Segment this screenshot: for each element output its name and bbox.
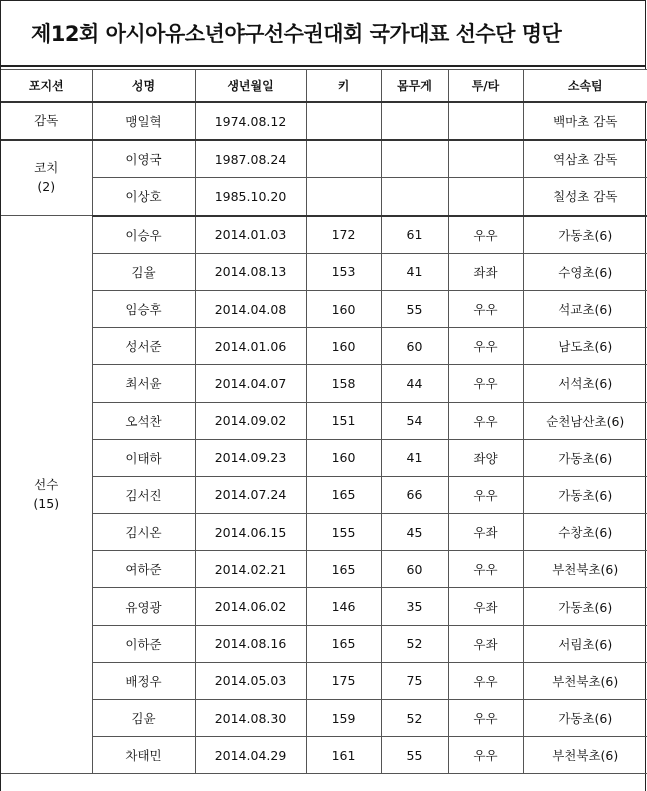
cell-weight: [381, 102, 448, 140]
cell-birth: 2014.09.02: [195, 402, 306, 439]
cell-weight: 41: [381, 439, 448, 476]
cell-team: 서림초(6): [523, 625, 647, 662]
column-header-team: 소속팀: [523, 70, 647, 103]
cell-weight: 61: [381, 216, 448, 254]
cell-weight: 52: [381, 700, 448, 737]
column-header-weight: 몸무게: [381, 70, 448, 103]
column-header-position: 포지션: [1, 70, 92, 103]
cell-weight: 54: [381, 402, 448, 439]
column-header-name: 성명: [92, 70, 195, 103]
cell-team: 부천북초(6): [523, 737, 647, 774]
cell-name: 최서윤: [92, 365, 195, 402]
table-header: [1, 70, 647, 103]
column-header-birth: 생년월일: [195, 70, 306, 103]
cell-birth: 1985.10.20: [195, 178, 306, 216]
cell-name: 이태하: [92, 439, 195, 476]
cell-birth: 2014.04.07: [195, 365, 306, 402]
cell-team: 칠성초 감독: [523, 178, 647, 216]
cell-name: 김윤: [92, 700, 195, 737]
cell-throw-bat: 우우: [448, 551, 523, 588]
table-row: [1, 514, 647, 551]
cell-height: [306, 102, 381, 140]
position-count: (15): [33, 495, 60, 511]
table-row: [1, 328, 647, 365]
cell-birth: 2014.08.30: [195, 700, 306, 737]
cell-birth: 2014.04.29: [195, 737, 306, 774]
cell-birth: 2014.04.08: [195, 290, 306, 327]
cell-team: 가동초(6): [523, 588, 647, 625]
cell-height: 160: [306, 439, 381, 476]
cell-throw-bat: 좌양: [448, 439, 523, 476]
cell-height: [306, 140, 381, 178]
cell-birth: 2014.02.21: [195, 551, 306, 588]
cell-birth: 2014.08.16: [195, 625, 306, 662]
table-row: [1, 140, 647, 178]
header-row: [1, 70, 647, 103]
table-row: [1, 439, 647, 476]
cell-height: 151: [306, 402, 381, 439]
cell-throw-bat: 우우: [448, 700, 523, 737]
cell-height: 175: [306, 662, 381, 699]
cell-throw-bat: 우우: [448, 290, 523, 327]
cell-weight: 44: [381, 365, 448, 402]
cell-name: 여하준: [92, 551, 195, 588]
table-row: [1, 102, 647, 140]
cell-position: [1, 216, 92, 774]
table-body: [1, 102, 647, 774]
cell-birth: 2014.05.03: [195, 662, 306, 699]
cell-height: 153: [306, 253, 381, 290]
position-count: (2): [37, 179, 56, 195]
cell-height: 160: [306, 290, 381, 327]
cell-weight: 66: [381, 476, 448, 513]
cell-throw-bat: 우우: [448, 365, 523, 402]
cell-weight: 41: [381, 253, 448, 290]
column-header-throw-bat: 투/타: [448, 70, 523, 103]
cell-name: 이승우: [92, 216, 195, 254]
cell-throw-bat: [448, 140, 523, 178]
cell-birth: 2014.07.24: [195, 476, 306, 513]
table-row: [1, 737, 647, 774]
cell-name: 이하준: [92, 625, 195, 662]
cell-weight: 45: [381, 514, 448, 551]
table-row: [1, 588, 647, 625]
cell-birth: 2014.08.13: [195, 253, 306, 290]
cell-height: 160: [306, 328, 381, 365]
cell-team: 역삼초 감독: [523, 140, 647, 178]
cell-team: 부천북초(6): [523, 662, 647, 699]
cell-throw-bat: 우우: [448, 476, 523, 513]
cell-birth: 2014.06.15: [195, 514, 306, 551]
cell-team: 가동초(6): [523, 476, 647, 513]
table-row: [1, 662, 647, 699]
cell-birth: 2014.09.23: [195, 439, 306, 476]
cell-name: 김율: [92, 253, 195, 290]
cell-throw-bat: [448, 102, 523, 140]
cell-weight: 60: [381, 328, 448, 365]
cell-height: 165: [306, 551, 381, 588]
position-label: 코치: [34, 160, 59, 176]
cell-name: 김시온: [92, 514, 195, 551]
cell-height: [306, 178, 381, 216]
cell-team: 가동초(6): [523, 439, 647, 476]
cell-height: 172: [306, 216, 381, 254]
cell-team: 가동초(6): [523, 216, 647, 254]
position-label: 선수: [34, 476, 59, 492]
cell-team: 백마초 감독: [523, 102, 647, 140]
cell-team: 수창초(6): [523, 514, 647, 551]
cell-height: 159: [306, 700, 381, 737]
cell-weight: 55: [381, 290, 448, 327]
cell-birth: 1987.08.24: [195, 140, 306, 178]
cell-position: [1, 140, 92, 215]
cell-throw-bat: [448, 178, 523, 216]
cell-name: 오석찬: [92, 402, 195, 439]
cell-throw-bat: 우우: [448, 216, 523, 254]
cell-name: 임승후: [92, 290, 195, 327]
roster-table: [1, 69, 647, 774]
cell-name: 배정우: [92, 662, 195, 699]
cell-name: 김서진: [92, 476, 195, 513]
cell-name: 성서준: [92, 328, 195, 365]
cell-height: 165: [306, 476, 381, 513]
cell-throw-bat: 우우: [448, 662, 523, 699]
table-row: [1, 253, 647, 290]
cell-name: 차태민: [92, 737, 195, 774]
cell-weight: 55: [381, 737, 448, 774]
cell-height: 165: [306, 625, 381, 662]
cell-throw-bat: 우우: [448, 328, 523, 365]
cell-weight: 75: [381, 662, 448, 699]
cell-weight: [381, 140, 448, 178]
cell-weight: 60: [381, 551, 448, 588]
cell-team: 석교초(6): [523, 290, 647, 327]
table-row: [1, 476, 647, 513]
table-row: [1, 290, 647, 327]
table-row: [1, 365, 647, 402]
cell-birth: 2014.01.06: [195, 328, 306, 365]
cell-weight: 52: [381, 625, 448, 662]
cell-height: 161: [306, 737, 381, 774]
cell-position: [1, 102, 92, 140]
cell-throw-bat: 우좌: [448, 625, 523, 662]
table-row: [1, 402, 647, 439]
cell-team: 부천북초(6): [523, 551, 647, 588]
cell-height: 158: [306, 365, 381, 402]
cell-team: 남도초(6): [523, 328, 647, 365]
table-row: [1, 551, 647, 588]
cell-weight: 35: [381, 588, 448, 625]
cell-throw-bat: 우우: [448, 737, 523, 774]
table-row: [1, 700, 647, 737]
cell-team: 수영초(6): [523, 253, 647, 290]
position-label: 감독: [34, 112, 59, 128]
cell-birth: 2014.06.02: [195, 588, 306, 625]
cell-name: 유영광: [92, 588, 195, 625]
table-row: [1, 178, 647, 216]
document-title: 제12회 아시아유소년야구선수권대회 국가대표 선수단 명단: [1, 1, 645, 67]
cell-team: 순천남산초(6): [523, 402, 647, 439]
cell-birth: 2014.01.03: [195, 216, 306, 254]
table-row: [1, 216, 647, 254]
cell-throw-bat: 우좌: [448, 514, 523, 551]
cell-team: 가동초(6): [523, 700, 647, 737]
cell-throw-bat: 우우: [448, 402, 523, 439]
cell-name: 이상호: [92, 178, 195, 216]
column-header-height: 키: [306, 70, 381, 103]
cell-team: 서석초(6): [523, 365, 647, 402]
cell-throw-bat: 우좌: [448, 588, 523, 625]
cell-height: 146: [306, 588, 381, 625]
cell-name: 이영국: [92, 140, 195, 178]
cell-birth: 1974.08.12: [195, 102, 306, 140]
table-row: [1, 625, 647, 662]
cell-height: 155: [306, 514, 381, 551]
cell-weight: [381, 178, 448, 216]
cell-name: 맹일혁: [92, 102, 195, 140]
cell-throw-bat: 좌좌: [448, 253, 523, 290]
